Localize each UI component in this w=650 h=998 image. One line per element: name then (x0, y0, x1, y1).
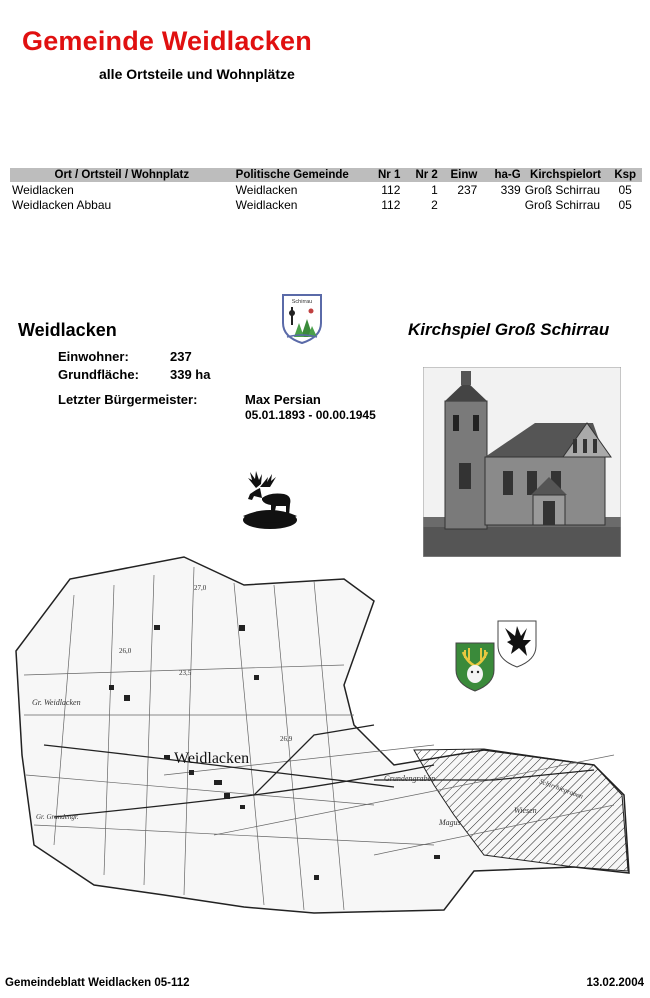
table-cell: Groß Schirrau (524, 197, 601, 212)
map-label: Gr. Grundengr. (36, 813, 79, 821)
table-cell (479, 197, 522, 212)
table-row (10, 197, 642, 212)
mayor-name: Max Persian (245, 392, 321, 407)
table-cell (440, 197, 480, 212)
footer-document-id: Gemeindeblatt Weidlacken 05-112 (5, 977, 190, 989)
table-cell: 112 (381, 197, 401, 212)
page-title: Gemeinde Weidlacken (22, 26, 312, 56)
table-cell: 112 (381, 182, 401, 197)
table-cell: 2 (431, 197, 438, 212)
parish-title: Kirchspiel Groß Schirrau (408, 320, 610, 339)
map-label: 23,5 (179, 669, 192, 677)
table-cell: Weidlacken Abbau (12, 197, 112, 212)
coat-of-arms-icon (281, 293, 323, 345)
map-label: Magus (439, 818, 461, 827)
table-header-row (10, 168, 642, 182)
mayor-label: Letzter Bürgermeister: (58, 392, 198, 407)
table-row (10, 182, 642, 197)
moose-icon (240, 468, 300, 530)
map-label: Gr. Weidlacken (32, 698, 81, 707)
table-cell: 237 (457, 182, 478, 197)
map-label: 26,9 (280, 735, 293, 743)
table-cell: 05 (618, 197, 632, 212)
column-header: ha-G (479, 168, 522, 182)
column-header: Nr 2 (402, 168, 439, 182)
map-town-label: Weidlacken (174, 750, 250, 767)
historic-map (14, 555, 634, 917)
table-cell: Weidlacken (12, 182, 74, 197)
area-label: Grundfläche: (58, 367, 139, 382)
map-label: 27,0 (194, 584, 207, 592)
table-cell: 1 (431, 182, 438, 197)
table-cell: Groß Schirrau (524, 182, 601, 197)
church-photo (423, 367, 621, 557)
column-header: Ort / Ortsteil / Wohnplatz (10, 168, 234, 182)
table-cell: 339 (500, 182, 521, 197)
map-label: Grundengraben (384, 774, 436, 783)
column-header: Politische Gemeinde (234, 168, 365, 182)
footer-date: 13.02.2004 (586, 977, 644, 989)
column-header: Einw (440, 168, 480, 182)
table-cell: Weidlacken (235, 197, 298, 212)
inhabitants-label: Einwohner: (58, 349, 129, 364)
column-header: Kirchspielort (523, 168, 609, 182)
place-name: Weidlacken (18, 320, 117, 340)
column-header: Nr 1 (365, 168, 402, 182)
page-subtitle: alle Ortsteile und Wohnplätze (99, 66, 295, 82)
table-cell: 05 (618, 182, 632, 197)
table-cell: Weidlacken (235, 182, 298, 197)
map-label: 26,0 (119, 647, 132, 655)
coat-of-arms-label: Schirrau (291, 299, 313, 305)
mayor-dates: 05.01.1893 - 00.00.1945 (245, 408, 376, 422)
map-label: Schirrhiegraben (538, 777, 585, 801)
area-value: 339 ha (170, 367, 211, 382)
inhabitants-value: 237 (170, 349, 192, 364)
places-table (10, 168, 642, 212)
map-label: Wiesen (514, 806, 537, 815)
column-header: Ksp (608, 168, 642, 182)
